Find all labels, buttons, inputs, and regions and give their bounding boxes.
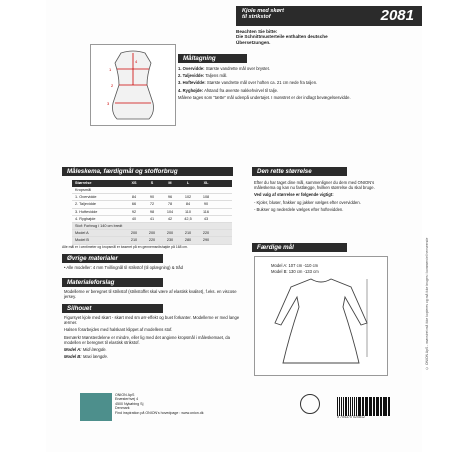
- pattern-number: 2081: [380, 7, 414, 24]
- table-row: 3. Hoftevidde 92 98 104 110 116: [72, 209, 232, 216]
- measurement-figure: [90, 44, 176, 126]
- maaltagning-text: 1. Overvidde: Største vandrette mål over brystet. 2. Taljevidde: Taljens mål. 3. Hoftevidde: Største vandrette mål over hoften ca. 21 cm nede fra taljen. 4. Ryghøjde: Afstand fra øverste nakkehvirvel til talje. Målene tages som "tætte" mål udenpå undertøjet. I mønstret er der indlagt bevægelsesvidde.: [178, 66, 351, 100]
- table-row: Model A 200 200 200 210 220: [72, 230, 232, 237]
- table-header: Størrelse XS S M L XL: [72, 180, 232, 187]
- skema-title: Måleskema, færdigmål og stofforbrug: [62, 167, 233, 176]
- copyright-vertical: © ONION ApS - mønstret må ikke kopieres og må ikke bruges i kommerciel henseende: [425, 237, 429, 370]
- german-note: Beachten Sie bitte: Die Schnittmusterteile enthalten deutsche Übersetzungen.: [236, 29, 328, 45]
- dress-figure: Model A: 107 cm -110 cm Model B: 130 cm -133 cm: [254, 256, 388, 376]
- svg-text:3: 3: [107, 101, 110, 106]
- header-bar: [236, 6, 422, 26]
- table-row: 2. Taljevidde 66 72 78 84 90: [72, 201, 232, 208]
- table-row: Stof: Forbrug i 140 cm bredt: [72, 223, 232, 230]
- ovrige-title: Øvrige materialer: [62, 254, 163, 263]
- maaltagning-title: Måltagning: [178, 54, 247, 63]
- header-title: Kjole med skørt til strikstof: [242, 8, 284, 20]
- table-row: 1. Overvidde 84 90 96 102 108: [72, 194, 232, 201]
- svg-text:2: 2: [111, 83, 114, 88]
- silhouet-title: Silhouet: [62, 304, 163, 313]
- barcode-icon: [337, 392, 391, 416]
- svg-text:1: 1: [109, 67, 112, 72]
- forslag-text: Modellerne er beregnet til strikstof (strikstoffet skal være af elastisk kvalitet), f.eks. en viscose jersey.: [64, 289, 237, 300]
- body-silhouette-icon: [91, 45, 175, 125]
- dress-silhouette-icon: [255, 257, 387, 375]
- rette-title: Den rette størrelse: [252, 167, 347, 176]
- svg-text:4: 4: [135, 59, 138, 64]
- recycle-logo-icon: [300, 394, 320, 414]
- ovrige-text: • Alle modeller: 4 mm Tvillingnål til strikstof (til oplægning) & tråd: [64, 265, 183, 270]
- table-row: Kropsmål: [72, 187, 232, 194]
- size-table: [72, 180, 232, 245]
- faerdig-title: Færdige mål: [252, 243, 347, 252]
- silhouet-text: Figursyet kjole med skørt - skørt med sm ørr-effekt og buet forkanter. Modellerne er med lange ærmer. Halsen forarbejdes med halskant klippet af modellens stof. Bemærk! Mønsterdelene er mindre, eller lig med det angivne kropsmål i måleskemaet, da modellen er beregnet til elastisk strikstof. Model A: Midi længde. Model B: Maxi længde.: [64, 315, 240, 360]
- onion-logo-box: [80, 393, 112, 421]
- table-row: 4. Ryghøjde 40 41 42 42,5 43: [72, 216, 232, 223]
- table-footnote: Alle mål er i centimeter og kropsmål er baseret på en gennemsnitshøjde på 168 cm.: [62, 245, 188, 249]
- address: ONION ApS Enæsterhvej 4 4500 Nykøbing Sj Denmark Find inspiration på ONION's hovedpage : www.onion.dk: [115, 393, 204, 415]
- table-row: Model B 210 220 230 280 290: [72, 237, 232, 244]
- rette-text: Efter du har taget dine mål, sammenligner du dem med ONION's måleskema og kan nu fastlægge, hvilken størrelse du skal bruge. Ved valg af størrelse er følgende vigtigt: - Kjoler, bluser, frakker og jakker vælges efter overvidden. - Bukser og nederdele vælges efter hoftevidden.: [254, 180, 375, 212]
- forslag-title: Materialeforslag: [62, 278, 163, 287]
- barcode-number: 5 704370 020812: [337, 415, 365, 419]
